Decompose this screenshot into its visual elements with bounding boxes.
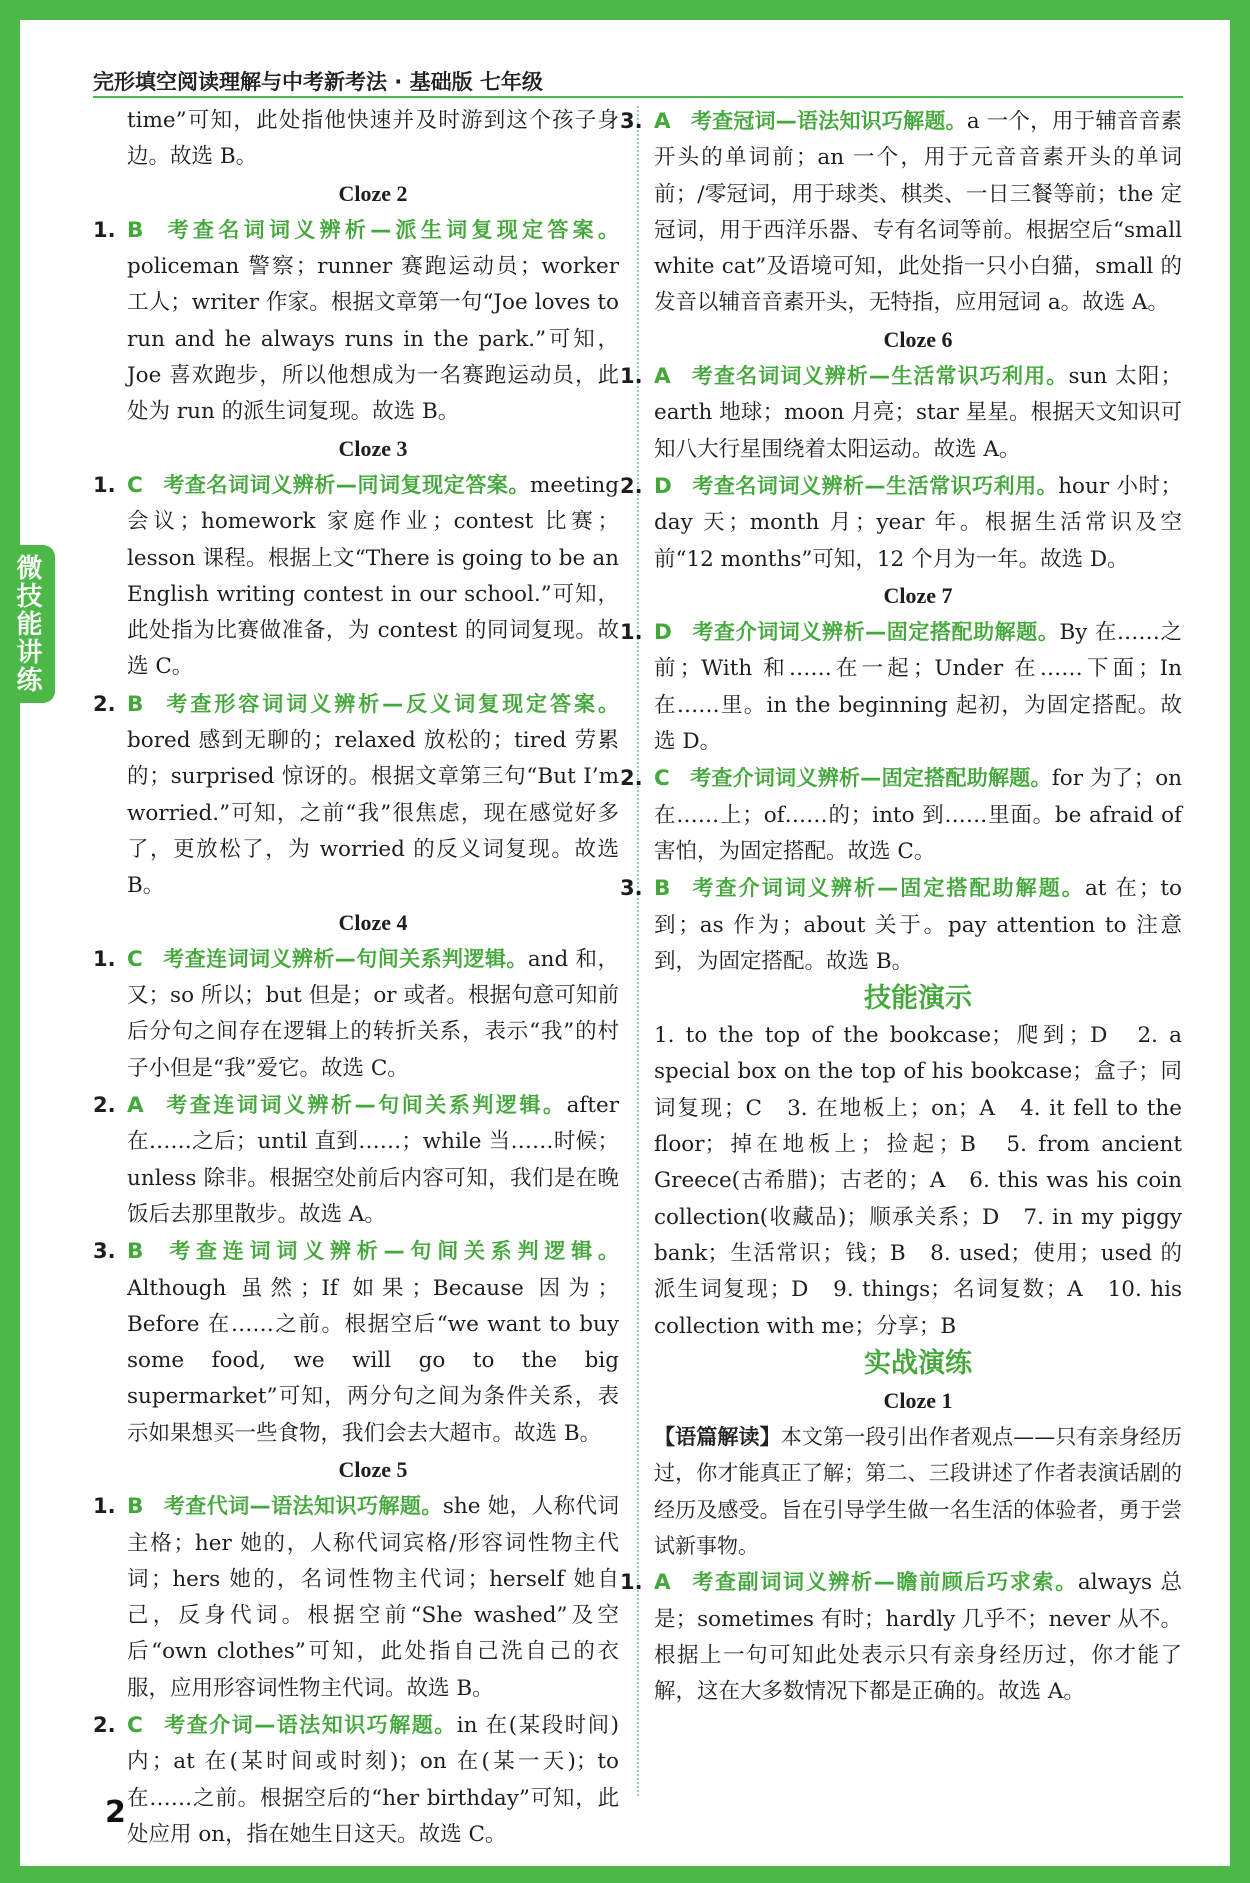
practice-item-1 — [620, 1564, 1183, 1710]
answer-letter: B — [654, 876, 671, 902]
item-number: 1. — [620, 1570, 643, 1595]
item-heading: 考查连词词义辨析—句间关系判逻辑。 — [163, 1239, 619, 1264]
item-number: 1. — [93, 472, 116, 497]
item-number: 1. — [620, 364, 643, 389]
item-text: sun 太阳；earth 地球；moon 月亮；star 星星。根据天文知识可知八大行星围绕着太阳运动。故选 A。 — [654, 364, 1183, 462]
answer-letter: A — [127, 1093, 144, 1119]
item-number: 3. — [620, 876, 643, 901]
cloze-7-item-2 — [620, 760, 1182, 870]
item-heading: 考查连词词义辨析—句间关系判逻辑。 — [162, 946, 528, 971]
practice-cloze-1-title: Cloze 1 — [883, 1387, 953, 1413]
item-text: at 在；to 到；as 作为；about 关于。pay attention to 注意到，为固定搭配。故选 B。 — [654, 876, 1182, 974]
item-text: By 在……之前；With 和……在一起；Under 在……下面；In 在……里。in the beginning 起初，为固定搭配。故选 D。 — [654, 620, 1182, 755]
left-column — [93, 103, 620, 1853]
item-number: 2. — [620, 473, 643, 498]
item-text: and 和，又；so 所以；but 但是；or 或者。根据句意可知前后分句之间存在逻辑上的转折关系，表示“我”的村子小但是“我”爱它。故选 C。 — [127, 946, 620, 1081]
carryover-paragraph: time”可知，此处指他快速并及时游到这个孩子身边。故选 B。 — [127, 108, 619, 170]
item-text: hour 小时；day 天；month 月；year 年。根据生活常识及空前“12 months”可知，12 个月为一年。故选 D。 — [654, 473, 1182, 572]
item-heading: 考查代词—语法知识巧解题。 — [163, 1494, 443, 1519]
answer-letter: B — [127, 1494, 144, 1520]
answer-letter: B — [127, 1239, 144, 1265]
item-number: 1. — [620, 620, 643, 645]
side-tab-label: 微技能讲练 — [12, 554, 42, 694]
cloze-2-item-1 — [93, 212, 619, 431]
item-heading: 考查介词词义辨析—固定搭配助解题。 — [690, 876, 1085, 901]
answer-letter: C — [654, 766, 670, 792]
right-column — [620, 103, 1183, 1710]
answer-letter: D — [654, 473, 672, 499]
cloze-7-title: Cloze 7 — [883, 582, 953, 608]
cloze-5-title: Cloze 5 — [338, 1456, 408, 1482]
item-number: 2. — [93, 691, 116, 716]
answer-letter: A — [654, 109, 671, 134]
passage-interpretation — [654, 1419, 1182, 1564]
item-heading: 考查名词词义辨析—生活常识巧利用。 — [690, 364, 1069, 389]
item-text: after 在……之后；until 直到……；while 当……时候；unless 除非。根据空处前后内容可知，我们是在晚饭后去那里散步。故选 A。 — [127, 1093, 619, 1227]
header-rule — [93, 96, 1183, 98]
skills-answers: 1. to the top of the bookcase；爬到；D 2. a special box on the top of his bookcase；盒子；同词复现；C 3. 在地板上；on；A 4. it fell to the floor；掉在地板上；捡起；B 5. from ancient Greece(古希腊)；古老的；A 6. this was his coin collection(收藏品)；顺承关系；D 7. in my piggy bank；生活常识；钱；B 8. used；使用；used 的派生词复现；D 9. things；名词复数；A 10. his collection with me；分享；B — [654, 1023, 1182, 1339]
cloze-6-item-1 — [620, 358, 1183, 468]
cloze-7-item-3 — [620, 870, 1182, 980]
cloze-4-item-2 — [93, 1087, 619, 1233]
item-heading: 考查形容词词义辨析—反义词复现定答案。 — [163, 691, 619, 716]
item-heading: 考查名词词义辨析—同词复现定答案。 — [162, 472, 531, 497]
item-number: 2. — [93, 1093, 116, 1118]
answer-letter: C — [127, 1713, 143, 1739]
side-tab — [0, 545, 55, 703]
answer-letter: D — [654, 620, 672, 646]
item-heading: 考查名词词义辨析—生活常识巧利用。 — [691, 473, 1059, 498]
cloze-6-title: Cloze 6 — [883, 326, 953, 352]
item-number: 2. — [93, 1713, 116, 1738]
cloze-2-title: Cloze 2 — [338, 180, 408, 206]
cloze-5-item-1 — [93, 1488, 619, 1707]
item-heading: 考查副词词义辨析—瞻前顾后巧求索。 — [690, 1570, 1078, 1595]
item-number: 3. — [620, 109, 643, 133]
item-number: 1. — [93, 946, 116, 971]
answer-letter: A — [654, 364, 671, 390]
item-heading: 考查冠词—语法知识巧解题。 — [690, 109, 967, 133]
item-heading: 考查介词词义辨析—固定搭配助解题。 — [689, 766, 1052, 791]
item-number: 2. — [620, 766, 643, 791]
cloze-3-title: Cloze 3 — [338, 435, 408, 461]
item-text: Although 虽然；If 如果；Because 因为；Before 在……之前。根据空后“we want to buy some food, we will go to the big supermarket”可知，两分句之间为条件关系，表示如果想买一些食物，我们会去大超市。故选 B。 — [127, 1275, 619, 1446]
answer-letter: B — [127, 217, 144, 243]
item-text: for 为了；on 在……上；of……的；into 到……里面。be afraid of 害怕，为固定搭配。故选 C。 — [654, 766, 1182, 864]
cloze-6-item-2 — [620, 468, 1182, 578]
cloze-4-title: Cloze 4 — [338, 909, 408, 935]
answer-letter: B — [127, 691, 144, 717]
item-text: meeting 会议；homework 家庭作业；contest 比赛；lesson 课程。根据上文“There is going to be an English writing contest in our school.”可知，此处指为比赛做准备，为 contest 的同词复现。故选 C。 — [127, 472, 619, 680]
cloze-3-item-1 — [93, 467, 619, 686]
cloze-5-item-2 — [93, 1707, 619, 1853]
item-text: always 总是；sometimes 有时；hardly 几乎不；never 从不。根据上一句可知此处表示只有亲身经历过，你才能了解，这在大多数情况下都是正确的。故选 A。 — [654, 1570, 1183, 1705]
intro-label: 【语篇解读】 — [654, 1425, 781, 1450]
item-heading: 考查连词词义辨析—句间关系判逻辑。 — [163, 1093, 567, 1118]
cloze-4-item-3 — [93, 1233, 619, 1452]
item-heading: 考查介词词义辨析—固定搭配助解题。 — [691, 620, 1060, 645]
item-heading: 考查介词—语法知识巧解题。 — [162, 1713, 457, 1738]
item-text: in 在(某段时间)内；at 在(某时间或时刻)；on 在(某一天)；to 在……之前。根据空后的“her birthday”可知，此处应用 on，指在她生日这天。故选 C。 — [127, 1713, 619, 1847]
answer-letter: A — [654, 1570, 671, 1596]
item-heading: 考查名词词义辨析—派生词复现定答案。 — [163, 217, 619, 242]
cloze-5-item-3 — [620, 103, 1183, 322]
item-number: 3. — [93, 1239, 116, 1264]
cloze-4-item-1 — [93, 941, 620, 1087]
answer-letter: C — [127, 472, 143, 498]
item-text: bored 感到无聊的；relaxed 放松的；tired 劳累的；surprised 惊讶的。根据文章第三句“But I’m worried.”可知，之前“我”很焦虑，现在感觉好多了，更放松了，为 worried 的反义词复现。故选 B。 — [127, 728, 619, 899]
cloze-3-item-2 — [93, 686, 619, 905]
item-number: 1. — [93, 217, 116, 242]
intro-text: 本文第一段引出作者观点——只有亲身经历过，你才能真正了解；第二、三段讲述了作者表演话剧的经历及感受。旨在引导学生做一名生活的体验者，勇于尝试新事物。 — [654, 1425, 1183, 1558]
cloze-7-item-1 — [620, 614, 1182, 760]
skills-section-title: 技能演示 — [864, 983, 972, 1015]
practice-section-title: 实战演练 — [864, 1347, 972, 1379]
item-text: a 一个，用于辅音音素开头的单词前；an 一个，用于元音音素开头的单词前；/零冠词，用于球类、棋类、一日三餐等前；the 定冠词，用于西洋乐器、专有名词等前。根据空后“small white cat”及语境可知，此处指一只小白猫，small 的发音以辅音音素开头，无特指，应用冠词 a。故选 A。 — [654, 109, 1183, 316]
item-text: policeman 警察；runner 赛跑运动员；worker 工人；writer 作家。根据文章第一句“Joe loves to run and he always runs in the park.”可知，Joe 喜欢跑步，所以他想成为一名赛跑运动员，此处为 run 的派生词复现。故选 B。 — [127, 254, 619, 425]
item-number: 1. — [93, 1494, 116, 1519]
running-header: 完形填空阅读理解与中考新考法 · 基础版 七年级 — [93, 70, 543, 94]
answer-letter: C — [127, 946, 143, 972]
page-number: 2 — [105, 1795, 126, 1830]
item-text: she 她，人称代词主格；her 她的，人称代词宾格/形容词性物主代词；hers 她的，名词性物主代词；herself 她自己，反身代词。根据空前“She washed”及空后“own clothes”可知，此处指自己洗自己的衣服，应用形容词性物主代词。故选 B。 — [127, 1494, 619, 1701]
